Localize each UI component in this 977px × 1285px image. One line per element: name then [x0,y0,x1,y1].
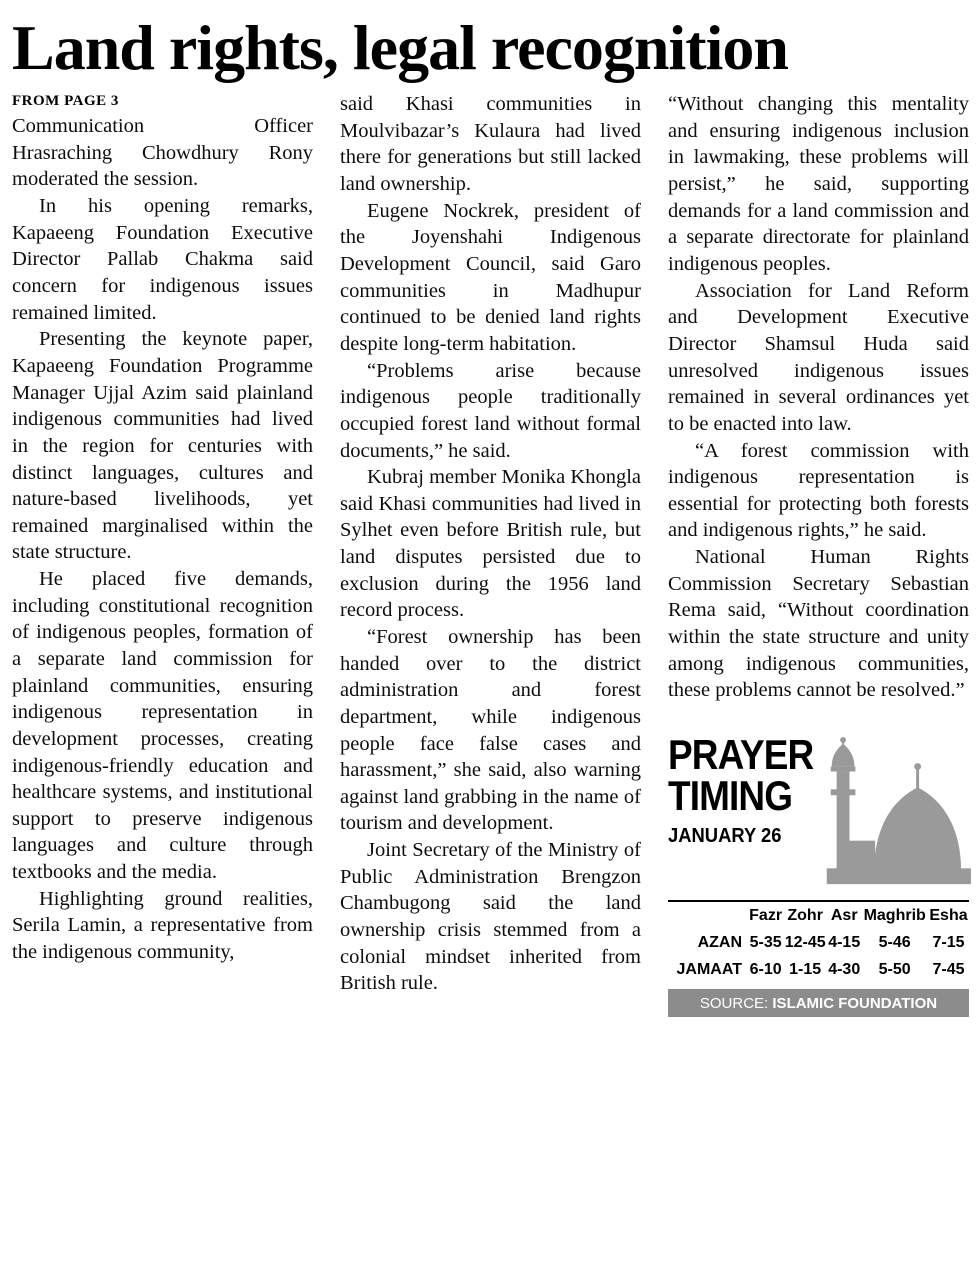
azan-row [668,929,969,956]
paragraph: Joint Secretary of the Ministry of Public Administration Brengzon Chambugong said the land ownership crisis stemmed from a colonial mindset inherited from British rule. [340,839,641,995]
paragraph: “Without changing this mentality and ensuring indigenous inclusion in lawmaking, these problems will persist,” he said, supporting demands for a land commission and a separate directorate for plainland indigenous peoples. [668,93,969,276]
source-label: SOURCE: [699,994,769,1012]
azan-asr: 4-15 [828,933,861,951]
jamaat-row-label: JAMAAT [676,960,742,978]
paragraph: Association for Land Reform and Development Executive Director Shamsul Huda said unresolved indigenous issues remained in several ordinances yet to be enacted into law. [668,279,969,435]
paragraph: Communication Officer Hrasraching Chowdhury Rony moderated the session. [12,115,313,191]
paragraph: “A forest commission with indigenous representation is essential for protecting both forests and indigenous rights,” he said. [668,439,969,542]
prayer-date: JANUARY 26 [668,825,782,848]
paragraph: said Khasi communities in Moulvibazar’s Kulaura had lived there for generations but still lacked land ownership. [340,93,641,196]
prayer-table-header-asr: Asr [830,906,858,924]
prayer-table-corner [668,901,748,929]
paragraph: National Human Rights Commission Secretary Sebastian Rema said, “Without coordination within the state structure and unity among indigenous communities, these problems cannot be resolved.” [668,546,969,702]
paragraph: Presenting the keynote paper, Kapaeeng Foundation Programme Manager Ujjal Azim said plainland indigenous communities had lived in the region for centuries with distinct languages, cultures and nature-based livelihoods, yet remained marginalised within the state structure. [12,328,313,564]
source-value: ISLAMIC FOUNDATION [772,994,938,1012]
azan-row-label: AZAN [697,933,742,951]
jamaat-esha: 7-45 [932,960,965,978]
from-page-label: FROM PAGE 3 [12,93,119,110]
prayer-timing-header [668,730,969,894]
article-column-3 [668,91,969,1017]
azan-fazr: 5-35 [749,933,782,951]
article-column-1 [12,91,313,1017]
paragraph: “Forest ownership has been handed over to the district administration and forest department, while indigenous people face false cases and harassment,” she said, also warning against land grabbing in the name of tourism and development. [340,626,641,835]
mosque-icon [803,736,971,894]
prayer-table-header-row [668,901,969,929]
jamaat-zohr: 1-15 [789,960,822,978]
paragraph: Kubraj member Monika Khongla said Khasi communities had lived in Sylhet even before British rule, but land disputes persisted due to exclusion during the 1956 land record process. [340,466,641,622]
paragraph: He placed five demands, including constitutional recognition of indigenous peoples, formation of a separate land commission for plainland communities, ensuring indigenous representation in development processes, creating indigenous-friendly education and healthcare systems, and institutional support to preserve indigenous languages and culture through textbooks and the media. [12,568,313,884]
paragraph: “Problems arise because indigenous people traditionally occupied forest land without formal documents,” he said. [340,359,641,462]
jamaat-fazr: 6-10 [749,960,782,978]
prayer-timing-box [668,730,969,1017]
prayer-table [668,900,969,983]
prayer-title-line1: PRAYER [668,730,814,778]
jamaat-asr: 4-30 [828,960,861,978]
prayer-table-header-fazr: Fazr [749,906,783,924]
paragraph: Eugene Nockrek, president of the Joyenshahi Indigenous Development Council, said Garo communities in Madhupur continued to be denied land rights despite long-term habitation. [340,199,641,355]
source-bar [668,989,969,1017]
azan-zohr: 12-45 [784,933,826,951]
jamaat-maghrib: 5-50 [878,960,911,978]
azan-esha: 7-15 [932,933,965,951]
prayer-title-line2: TIMING [668,772,793,820]
prayer-table-header-zohr: Zohr [787,906,823,924]
paragraph: In his opening remarks, Kapaeeng Foundation Executive Director Pallab Chakma said concern for indigenous issues remained limited. [12,195,313,324]
azan-maghrib: 5-46 [878,933,911,951]
prayer-table-header-esha: Esha [929,906,968,924]
jamaat-row [668,956,969,983]
article-column-2 [340,91,641,1017]
article-body [12,91,969,1017]
article-headline: Land rights, legal recognition [12,12,788,83]
prayer-table-header-maghrib: Maghrib [863,906,926,924]
paragraph: Highlighting ground realities, Serila Lamin, a representative from the indigenous community, [12,887,313,964]
